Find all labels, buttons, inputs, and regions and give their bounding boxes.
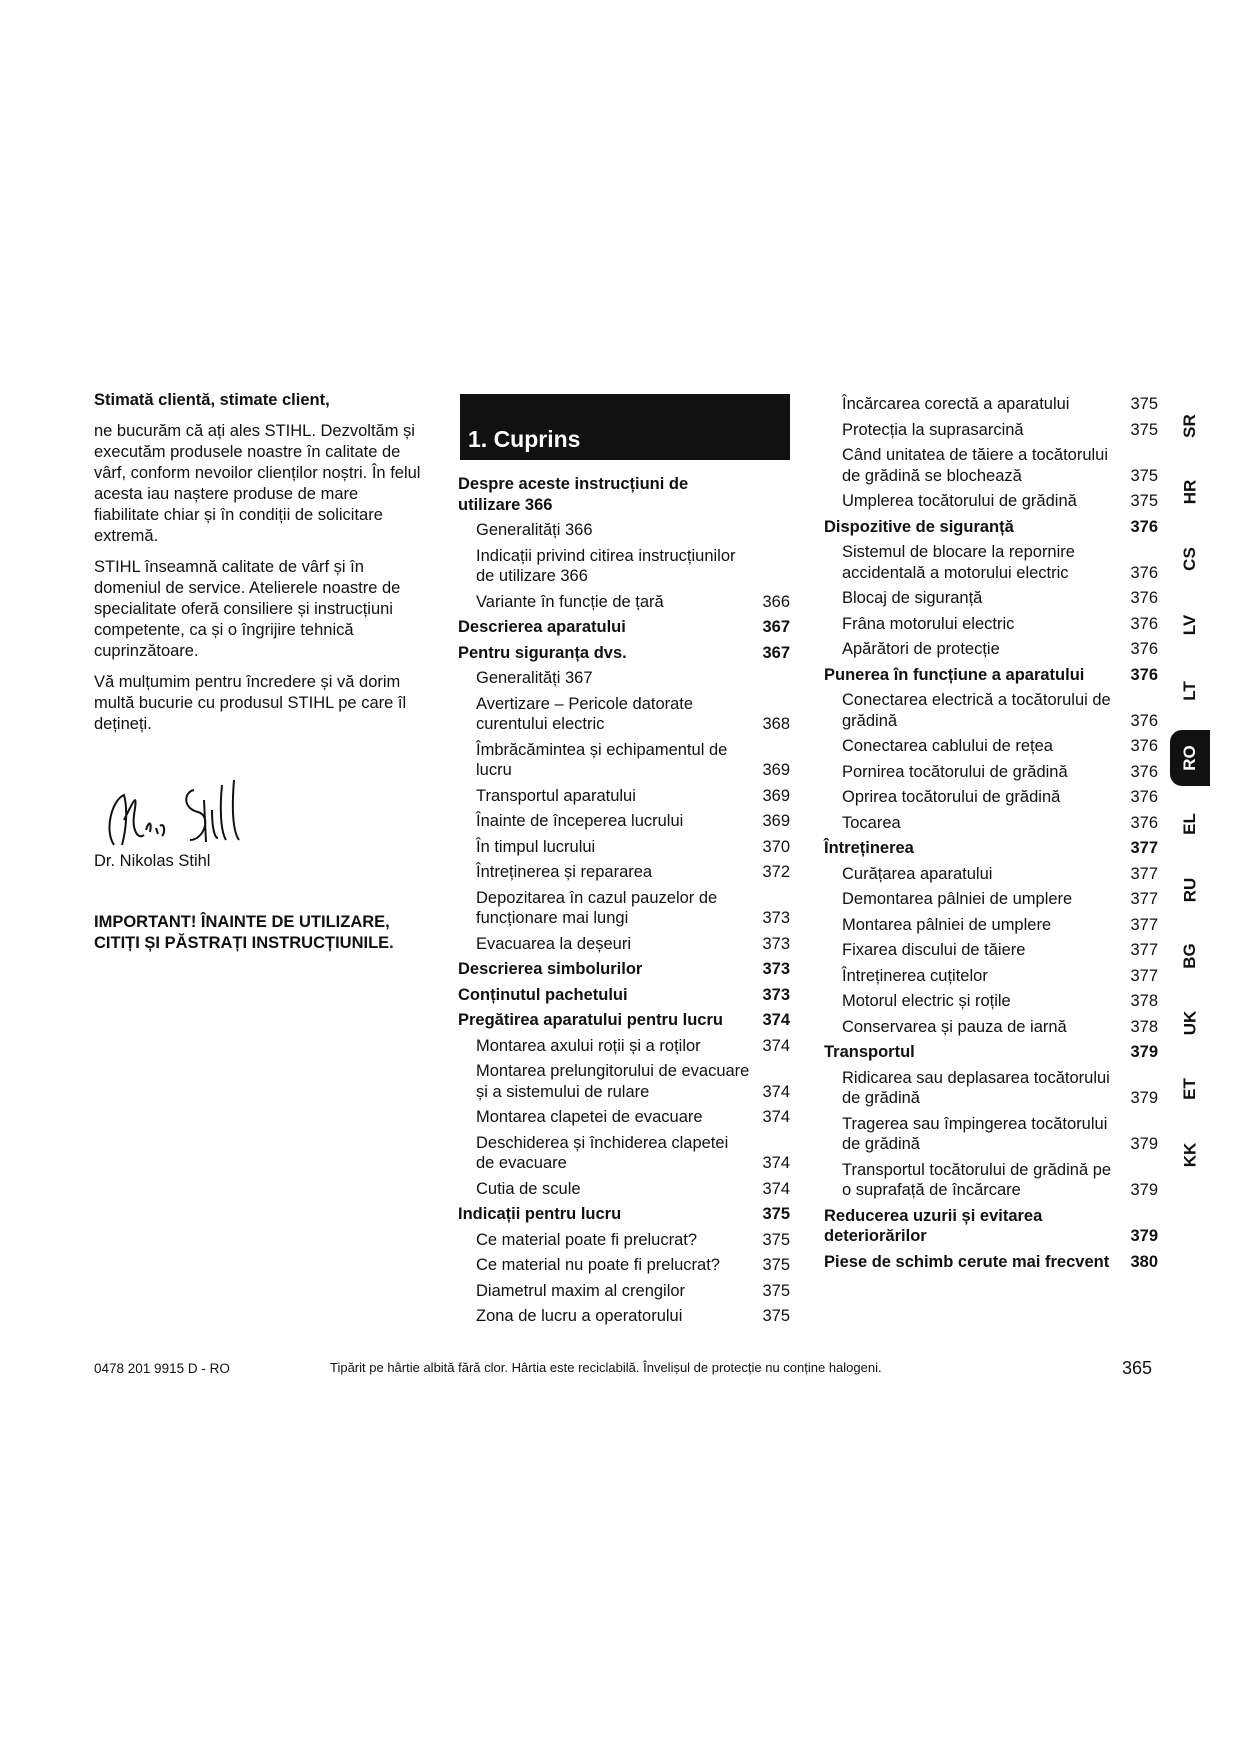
toc-entry-page: 379	[1130, 1043, 1158, 1061]
toc-entry[interactable]	[824, 1160, 1158, 1201]
toc-entry-title: Apărători de protecție	[842, 640, 1000, 658]
language-tab-label: KK	[1180, 1143, 1199, 1168]
toc-entry-title: Cutia de scule	[476, 1179, 581, 1198]
toc-entry-page: 375	[1130, 492, 1158, 510]
toc-entry[interactable]	[458, 1306, 790, 1327]
toc-entry-title: Despre aceste instrucțiuni de utilizare 366	[458, 475, 689, 514]
toc-entry-title: În timpul lucrului	[476, 837, 596, 856]
toc-entry[interactable]	[458, 959, 790, 980]
toc-entry[interactable]	[824, 736, 1158, 757]
toc-entry-page: 374	[762, 1108, 790, 1126]
toc-entry[interactable]	[458, 668, 790, 689]
toc-entry[interactable]	[824, 588, 1158, 609]
toc-entry-title: Transportul	[824, 1043, 915, 1061]
toc-entry-title: Indicații privind citirea instrucțiunilor de utilizare 366	[476, 546, 736, 585]
language-tab-label: HR	[1180, 480, 1199, 505]
toc-entry[interactable]	[458, 1230, 790, 1251]
toc-entry[interactable]	[458, 985, 790, 1006]
language-tab-lv[interactable]	[1170, 597, 1210, 653]
toc-entry[interactable]	[824, 1114, 1158, 1155]
toc-entry[interactable]	[824, 491, 1158, 512]
toc-entry-title: Demontarea pâlniei de umplere	[842, 890, 1073, 908]
toc-entry[interactable]	[824, 445, 1158, 486]
language-tab-label: SR	[1180, 414, 1199, 438]
toc-entry[interactable]	[824, 1017, 1158, 1038]
toc-entry[interactable]	[824, 787, 1158, 808]
toc-entry[interactable]	[824, 542, 1158, 583]
toc-entry-title: Blocaj de siguranță	[842, 589, 983, 607]
language-tab-cs[interactable]	[1170, 531, 1210, 587]
toc-entry[interactable]	[824, 991, 1158, 1012]
toc-entry-title: Încărcarea corectă a aparatului	[842, 395, 1070, 413]
toc-entry[interactable]	[458, 786, 790, 807]
toc-entry-page: 374	[762, 1036, 790, 1055]
toc-entry-page: 373	[762, 985, 790, 1004]
toc-entry-title: Sistemul de blocare la repornire accidentală a motorului electric	[842, 543, 1075, 582]
signer-name: Dr. Nikolas Stihl	[94, 852, 211, 870]
toc-entry-title: Ce material nu poate fi prelucrat?	[476, 1256, 720, 1274]
important-notice: IMPORTANT! ÎNAINTE DE UTILIZARE, CITIȚI ȘI PĂSTRAȚI INSTRUCȚIUNILE.	[94, 913, 394, 952]
toc-entry[interactable]	[458, 617, 790, 638]
toc-entry[interactable]	[458, 888, 790, 929]
toc-entry-page: 376	[1130, 614, 1158, 633]
toc-entry-page: 369	[762, 812, 790, 830]
toc-entry[interactable]	[824, 1206, 1158, 1247]
toc-entry-title: Variante în funcție de țară	[476, 592, 664, 611]
toc-entry[interactable]	[458, 811, 790, 832]
toc-entry-page: 379	[1130, 1135, 1158, 1153]
toc-entry-page: 375	[762, 1230, 790, 1249]
toc-entry-page: 370	[762, 837, 790, 856]
language-tab-kk[interactable]	[1170, 1127, 1210, 1183]
toc-entry-page: 376	[1130, 737, 1158, 755]
toc-header	[460, 394, 790, 460]
toc-entry[interactable]	[824, 1252, 1158, 1273]
toc-entry-title: Frâna motorului electric	[842, 614, 1015, 633]
toc-entry-title: Reducerea uzurii și evitarea deteriorărilor	[824, 1206, 1043, 1245]
toc-entry-page: 369	[762, 786, 790, 805]
print-note: Tipărit pe hârtie albită fără clor. Hârtia este reciclabilă. Învelișul de protecție nu conține halogeni.	[330, 1360, 882, 1375]
toc-entry-title: Motorul electric și roțile	[842, 992, 1011, 1010]
toc-entry[interactable]	[458, 934, 790, 955]
toc-entry-page: 376	[1130, 563, 1158, 582]
toc-entry[interactable]	[824, 665, 1158, 686]
language-tab-ro[interactable]	[1170, 730, 1210, 786]
toc-entry-page: 379	[1130, 1227, 1158, 1245]
toc-entry[interactable]	[458, 474, 790, 515]
toc-entry[interactable]	[824, 966, 1158, 987]
toc-entry[interactable]	[458, 1204, 790, 1225]
toc-entry-page: 376	[1130, 762, 1158, 781]
toc-entry-title: Zona de lucru a operatorului	[476, 1307, 683, 1325]
toc-entry[interactable]	[458, 520, 790, 541]
language-tab-label: UK	[1180, 1010, 1199, 1035]
toc-entry-page: 367	[762, 643, 790, 662]
toc-entry[interactable]	[824, 838, 1158, 859]
document-code: 0478 201 9915 D - RO	[94, 1361, 230, 1376]
toc-entry[interactable]	[458, 837, 790, 858]
toc-entry-title: Deschiderea și închiderea clapetei de evacuare	[476, 1133, 729, 1172]
toc-entry-page: 375	[1130, 466, 1158, 485]
toc-entry-title: Pregătirea aparatului pentru lucru	[458, 1011, 723, 1029]
toc-entry-page: 376	[1130, 640, 1158, 658]
toc-column-2	[824, 394, 1158, 1277]
toc-entry-title: Montarea clapetei de evacuare	[476, 1108, 703, 1126]
greeting: Stimată clientă, stimate client,	[94, 391, 330, 409]
language-tab-lt[interactable]	[1170, 663, 1210, 719]
toc-entry-title: Fixarea discului de tăiere	[842, 941, 1026, 959]
intro-paragraph: ne bucurăm că ați ales STIHL. Dezvoltăm și executăm produsele noastre în calitate de vârf, conform nevoilor clienților noștri. În felul acesta iau naștere produse de mare fiabilitate chiar și în condiții de solicitare extremă.	[94, 422, 421, 545]
toc-entry[interactable]	[824, 614, 1158, 635]
language-tab-label: BG	[1180, 943, 1199, 970]
toc-entry[interactable]	[458, 1179, 790, 1200]
toc-entry-title: Tocarea	[842, 813, 901, 832]
signature-image	[94, 760, 274, 860]
toc-entry[interactable]	[824, 889, 1158, 910]
intro-paragraph: STIHL înseamnă calitate de vârf și în domeniul de service. Atelierele noastre de specialitate oferă consiliere și instrucțiuni competente, ca și o îngrijire tehnică cuprinzătoare.	[94, 558, 401, 660]
toc-entry-title: Dispozitive de siguranță	[824, 517, 1014, 536]
toc-entry-page: 376	[1130, 589, 1158, 607]
toc-entry-page: 368	[762, 715, 790, 733]
toc-entry-page: 366	[762, 592, 790, 611]
toc-entry-page: 379	[1130, 1181, 1158, 1199]
toc-entry-title: Diametrul maxim al crengilor	[476, 1281, 686, 1300]
toc-entry[interactable]	[824, 762, 1158, 783]
toc-entry-page: 374	[762, 1011, 790, 1029]
toc-entry[interactable]	[458, 740, 790, 781]
toc-entry-title: Conectarea cablului de rețea	[842, 737, 1053, 755]
toc-entry[interactable]	[824, 639, 1158, 660]
toc-entry-title: Descrierea aparatului	[458, 618, 626, 636]
toc-entry[interactable]	[824, 517, 1158, 538]
toc-entry-title: Conectarea electrică a tocătorului de grădină	[842, 691, 1111, 730]
toc-entry-page: 378	[1130, 992, 1158, 1010]
toc-entry-title: Depozitarea în cazul pauzelor de funcționare mai lungi	[476, 888, 718, 927]
toc-entry[interactable]	[458, 1107, 790, 1128]
toc-entry-title: Tragerea sau împingerea tocătorului de grădină	[842, 1114, 1108, 1153]
toc-entry-page: 377	[1130, 839, 1158, 857]
toc-entry-title: Montarea prelungitorului de evacuare și a sistemului de rulare	[476, 1062, 750, 1101]
toc-entry-title: Avertizare – Pericole datorate curentului electric	[476, 694, 694, 733]
toc-entry-page: 377	[1130, 864, 1158, 883]
toc-entry-title: Întreținerea și repararea	[476, 863, 653, 881]
toc-entry-title: Indicații pentru lucru	[458, 1205, 622, 1223]
toc-entry-title: Protecția la suprasarcină	[842, 420, 1024, 439]
language-tab-label: RU	[1180, 877, 1199, 903]
language-tab-hr[interactable]	[1170, 464, 1210, 520]
language-tab-bg[interactable]	[1170, 928, 1210, 984]
toc-entry-page: 380	[1130, 1252, 1158, 1271]
language-tab-label: LV	[1180, 614, 1199, 636]
toc-entry-page: 375	[762, 1205, 790, 1223]
toc-entry-title: Piese de schimb cerute mai frecvent	[824, 1252, 1110, 1271]
language-tab-sr[interactable]	[1170, 398, 1210, 454]
language-tab-ru[interactable]	[1170, 862, 1210, 918]
toc-entry-page: 367	[762, 618, 790, 636]
toc-entry-page: 375	[762, 1281, 790, 1300]
toc-entry-page: 377	[1130, 915, 1158, 934]
toc-entry-page: 373	[762, 934, 790, 953]
toc-entry-page: 376	[1130, 665, 1158, 684]
toc-entry-page: 376	[1130, 813, 1158, 832]
toc-entry[interactable]	[458, 1010, 790, 1031]
toc-entry-page: 376	[1130, 517, 1158, 536]
toc-entry[interactable]	[458, 1255, 790, 1276]
toc-entry-page: 377	[1130, 941, 1158, 959]
toc-entry-page: 374	[762, 1082, 790, 1101]
language-tab-el[interactable]	[1170, 796, 1210, 852]
language-tab-label: EL	[1179, 812, 1199, 835]
toc-entry[interactable]	[824, 915, 1158, 936]
toc-entry-page: 377	[1130, 890, 1158, 908]
toc-entry[interactable]	[458, 862, 790, 883]
language-tab-label: LT	[1179, 681, 1199, 701]
language-tab-label: ET	[1179, 1078, 1199, 1100]
language-tab-label: CS	[1180, 546, 1199, 571]
toc-entry-page: 375	[762, 1307, 790, 1325]
toc-entry-page: 376	[1130, 711, 1158, 730]
toc-column-1	[458, 474, 790, 1332]
toc-entry-title: Montarea pâlniei de umplere	[842, 915, 1052, 934]
toc-entry-title: Ridicarea sau deplasarea tocătorului de grădină	[842, 1068, 1110, 1107]
toc-entry-title: Înainte de începerea lucrului	[476, 812, 684, 830]
toc-entry-title: Întreținerea cuțitelor	[842, 966, 988, 985]
toc-entry-page: 374	[762, 1179, 790, 1198]
toc-entry-title: Montarea axului roții și a roților	[476, 1036, 701, 1055]
toc-entry[interactable]	[824, 1068, 1158, 1109]
toc-entry[interactable]	[824, 940, 1158, 961]
toc-entry-title: Generalități 367	[476, 669, 593, 687]
language-tab-uk[interactable]	[1170, 995, 1210, 1051]
toc-entry-page: 379	[1130, 1089, 1158, 1107]
intro-section	[94, 390, 424, 745]
toc-entry-page: 375	[1130, 420, 1158, 439]
toc-entry[interactable]	[458, 592, 790, 613]
toc-entry[interactable]	[824, 864, 1158, 885]
toc-entry[interactable]	[824, 813, 1158, 834]
toc-entry-title: Curățarea aparatului	[842, 864, 993, 883]
toc-entry-page: 376	[1130, 788, 1158, 806]
toc-entry[interactable]	[458, 1036, 790, 1057]
toc-entry-page: 374	[762, 1154, 790, 1172]
toc-entry-page: 375	[762, 1256, 790, 1274]
toc-entry-title: Conservarea și pauza de iarnă	[842, 1017, 1067, 1036]
toc-entry[interactable]	[458, 1281, 790, 1302]
toc-entry[interactable]	[458, 643, 790, 664]
toc-entry-title: Pentru siguranța dvs.	[458, 643, 627, 662]
toc-entry-title: Întreținerea	[824, 839, 914, 857]
toc-entry-page: 373	[762, 909, 790, 927]
toc-entry-title: Îmbrăcămintea și echipamentul de lucru	[476, 740, 728, 779]
toc-entry-title: Umplerea tocătorului de grădină	[842, 492, 1077, 510]
toc-entry-page: 375	[1130, 395, 1158, 413]
toc-entry-title: Oprirea tocătorului de grădină	[842, 788, 1061, 806]
toc-entry-title: Pornirea tocătorului de grădină	[842, 762, 1068, 781]
toc-entry[interactable]	[824, 690, 1158, 731]
toc-entry[interactable]	[458, 1061, 790, 1102]
toc-entry-title: Conținutul pachetului	[458, 985, 628, 1004]
toc-entry[interactable]	[824, 394, 1158, 415]
toc-entry-title: Descrierea simbolurilor	[458, 960, 643, 978]
toc-entry-title: Punerea în funcțiune a aparatului	[824, 665, 1085, 684]
toc-entry-title: Ce material poate fi prelucrat?	[476, 1230, 698, 1249]
toc-entry[interactable]	[458, 546, 790, 587]
toc-entry-page: 369	[762, 761, 790, 779]
toc-entry-page: 378	[1130, 1017, 1158, 1036]
toc-entry-title: Transportul tocătorului de grădină pe o suprafață de încărcare	[842, 1160, 1112, 1199]
toc-entry[interactable]	[824, 420, 1158, 441]
toc-entry[interactable]	[458, 694, 790, 735]
toc-entry-page: 373	[762, 960, 790, 978]
language-tab-label: RO	[1180, 744, 1199, 771]
toc-entry-title: Transportul aparatului	[476, 786, 636, 805]
toc-entry-title: Generalități 366	[476, 521, 593, 539]
toc-entry-page: 377	[1130, 966, 1158, 985]
intro-paragraph: Vă mulțumim pentru încredere și vă dorim multă bucurie cu produsul STIHL pe care îl dețineți.	[94, 673, 407, 733]
toc-title: 1. Cuprins	[468, 426, 581, 452]
toc-entry-title: Când unitatea de tăiere a tocătorului de grădină se blochează	[842, 446, 1109, 485]
page-number: 365	[1122, 1358, 1153, 1378]
toc-entry-title: Evacuarea la deșeuri	[476, 934, 632, 953]
toc-entry[interactable]	[458, 1133, 790, 1174]
toc-entry[interactable]	[824, 1042, 1158, 1063]
language-tab-et[interactable]	[1170, 1061, 1210, 1117]
toc-entry-page: 372	[762, 863, 790, 881]
